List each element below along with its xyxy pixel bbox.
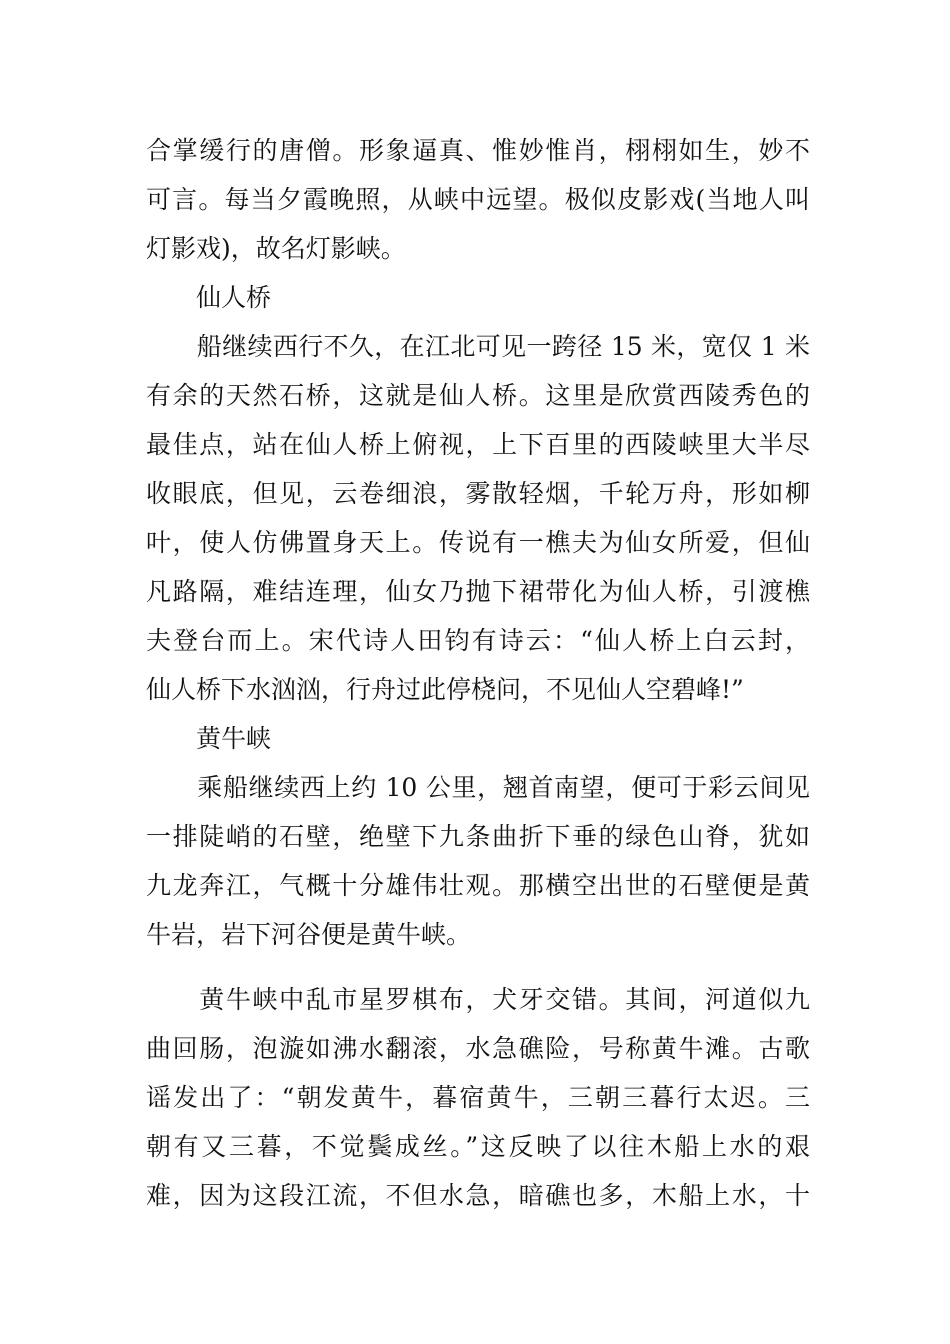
text-line: 灯影戏)，故名灯影峡。 [146, 234, 406, 263]
section-heading-huangniuxia: 黄牛峡 [146, 724, 272, 753]
text-line: 凡路隔，难结连理，仙女乃抛下裙带化为仙人桥，引渡樵 [146, 577, 810, 606]
text-line: 九龙奔江，气概十分雄伟壮观。那横空出世的石壁便是黄 [146, 871, 810, 900]
body-text [146, 126, 810, 1220]
text-line: 合掌缓行的唐僧。形象逼真、惟妙惟肖，栩栩如生，妙不 [146, 136, 810, 165]
text-line: 有余的天然石桥，这就是仙人桥。这里是欣赏西陵秀色的 [146, 381, 810, 410]
text-line: 收眼底，但见，云卷细浪，雾散轻烟，千轮万舟，形如柳 [146, 479, 810, 508]
text-line: 最佳点，站在仙人桥上俯视，上下百里的西陵峡里大半尽 [146, 430, 810, 459]
text-line: 朝有又三暮，不觉鬓成丝。”这反映了以往木船上水的艰 [146, 1132, 810, 1161]
text-line: 可言。每当夕霞晚照，从峡中远望。极似皮影戏(当地人叫 [146, 185, 810, 214]
text-line: 夫登台而上。宋代诗人田钧有诗云：“仙人桥上白云封， [146, 626, 810, 655]
text-line: 牛岩，岩下河谷便是黄牛峡。 [146, 920, 472, 949]
text-line: 一排陡峭的石壁，绝壁下九条曲折下垂的绿色山脊，犹如 [146, 822, 810, 851]
text-line: 难，因为这段江流，不但水急，暗礁也多，木船上水，十 [146, 1181, 810, 1210]
text-line: 黄牛峡中乱市星罗棋布，犬牙交错。其间，河道似九 [146, 985, 810, 1014]
text-line: 曲回肠，泡漩如沸水翻滚，水急礁险，号称黄牛滩。古歌 [146, 1034, 810, 1063]
text-line: 叶，使人仿佛置身天上。传说有一樵夫为仙女所爱，但仙 [146, 528, 810, 557]
text-line: 仙人桥下水汹汹，行舟过此停桡问，不见仙人空碧峰!” [146, 675, 744, 704]
text-line: 乘船继续西上约 10 公里，翘首南望，便可于彩云间见 [146, 773, 810, 802]
paragraph-gap [146, 959, 810, 975]
text-line: 船继续西行不久，在江北可见一跨径 15 米，宽仅 1 米 [146, 332, 810, 361]
section-heading-xianrenqiao: 仙人桥 [146, 283, 272, 312]
text-line: 谣发出了：“朝发黄牛，暮宿黄牛，三朝三暮行太迟。三 [146, 1083, 810, 1112]
